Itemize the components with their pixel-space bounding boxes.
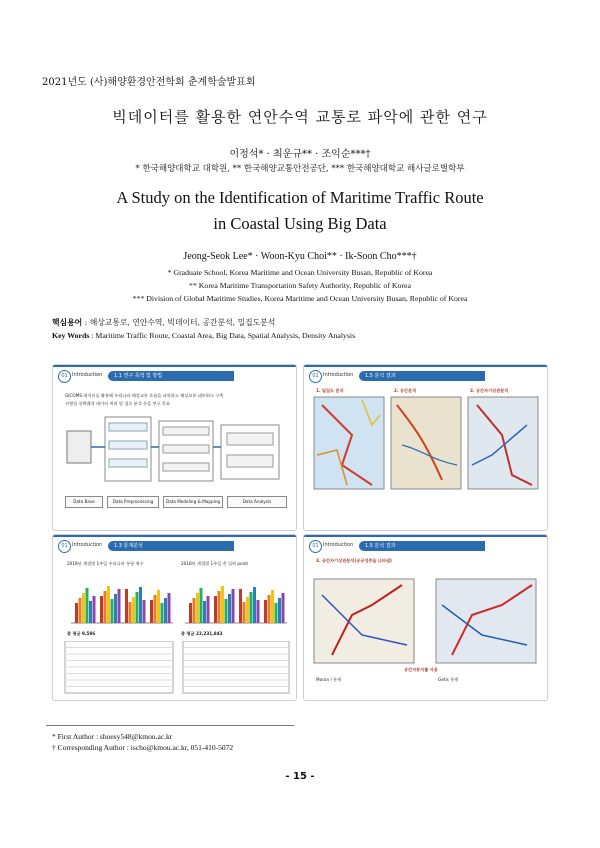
- keywords-korean: [52, 317, 275, 328]
- panel-label: 공간자동지률 사용: [404, 667, 438, 672]
- bar: [203, 601, 206, 623]
- panel-autocorr-title: 3. 공간자기상관분석: [470, 388, 509, 393]
- chart-left-title: 2018년 계절별 1주일 우리나라 통항 척수: [67, 561, 144, 566]
- slide-subtitle: 3. 공간자기상관분석(공공성중을 나타냄): [316, 558, 392, 563]
- bar: [243, 602, 246, 623]
- bar: [82, 593, 85, 623]
- bar: [218, 591, 221, 623]
- step-box: [227, 455, 273, 467]
- slide-top-band: [53, 535, 296, 537]
- step-box: [109, 459, 147, 467]
- bar: [221, 586, 224, 623]
- bar: [157, 590, 160, 623]
- bar: [268, 595, 271, 623]
- bar: [282, 593, 285, 623]
- slide-header: [307, 368, 544, 384]
- step-box: [109, 441, 147, 449]
- conference-header: 2021년도 (사)해양환경안전학회 춘계학술발표회: [42, 77, 256, 88]
- bar: [225, 599, 228, 623]
- slide-analysis-results: [303, 364, 548, 531]
- bar: [143, 600, 146, 623]
- slide-research-method: [52, 364, 297, 531]
- step-box: [109, 423, 147, 431]
- keywords-english-label: Key Words: [52, 331, 90, 340]
- bar: [271, 590, 274, 623]
- bar: [168, 593, 171, 623]
- english-authors: Jeong-Seok Lee* · Woon-Kyu Choi** · Ik-Soon Cho***†: [183, 251, 417, 262]
- slide-tag: Introduction: [72, 542, 103, 548]
- box-database: Data Base: [65, 496, 103, 508]
- page-number: - 15 -: [285, 771, 315, 782]
- slide-section-title: 1.5 분석 결과: [359, 371, 485, 381]
- bar: [86, 588, 89, 623]
- database-cylinder: [67, 431, 91, 463]
- bar: [246, 597, 249, 623]
- footnote-first-author: * First Author : shoesy548@kmou.ac.kr: [52, 732, 173, 741]
- bar: [264, 600, 267, 623]
- bar: [200, 588, 203, 623]
- slide-header: [56, 368, 293, 384]
- slide-section-title: 1.5 분석 결과: [359, 541, 485, 551]
- bar: [125, 589, 128, 623]
- chart-right-title: 2018년 계절별 1주일 총 입력 point: [181, 561, 249, 566]
- stat-avg-left: 총 평균 9,586: [67, 631, 96, 636]
- bar: [154, 595, 157, 623]
- step-box: [227, 433, 273, 445]
- step-box: [163, 463, 209, 471]
- slide-bullet-2: 선행될 선박궤적 데이터 처리 및 경로 분석 등을 연구 목표: [65, 401, 171, 406]
- slide-statistics: [52, 534, 297, 701]
- bar: [161, 603, 164, 623]
- slide-section-title: 1.1 연구 목적 및 방법: [108, 371, 234, 381]
- stat-tables: [63, 641, 291, 695]
- slide-tag: Introduction: [323, 542, 354, 548]
- stat-avg-right: 총 평균 22,231,843: [181, 631, 223, 636]
- keywords-english-text: : Maritime Traffic Route, Coastal Area, Big Data, Spatial Analysis, Density Analysis: [89, 331, 356, 340]
- slide-badge: 01: [309, 370, 322, 383]
- bar: [189, 603, 192, 623]
- stat-bar-charts: [63, 568, 291, 628]
- bar: [275, 603, 278, 623]
- bar: [278, 598, 281, 623]
- korean-affiliations: * 한국해양대학교 대학원, ** 한국해양교통안전공단, *** 한국해양대학교 해사글로벌학부: [135, 164, 465, 174]
- box-modeling: Data Modeling & Mapping: [163, 496, 223, 508]
- footnote-corresponding-author: † Corresponding Author : ischo@kmou.ac.kr, 051-410-5072: [52, 743, 234, 752]
- method-flow-diagram: [63, 411, 288, 491]
- korean-title: 빅데이터를 활용한 연안수역 교통로 파악에 관한 연구: [112, 108, 488, 126]
- right-bar-group: [189, 586, 285, 623]
- step-box: [163, 427, 209, 435]
- keywords-english: [52, 331, 355, 340]
- getis-caption: Getis 통계: [438, 677, 459, 682]
- slide-badge: 01: [58, 540, 71, 553]
- bar: [196, 593, 199, 623]
- moran-caption: Moran I 통계: [316, 677, 342, 682]
- slide-header: [307, 538, 544, 554]
- slide-badge: 01: [309, 540, 322, 553]
- slide-badge: 01: [58, 370, 71, 383]
- slide-top-band: [53, 365, 296, 367]
- bar: [207, 596, 210, 623]
- bar: [239, 589, 242, 623]
- slide-tag: Introduction: [72, 372, 103, 378]
- korean-authors: 이정석* · 최운규** · 조익순***†: [229, 149, 371, 160]
- slide-bullet-1: GICOMS 데이터를 활용해 우리나라 해상교통 흐름을 파악하고 해상교통 네트워크 구축: [65, 393, 224, 398]
- moran-map: [314, 579, 414, 663]
- english-title-line2: in Coastal Using Big Data: [213, 214, 387, 233]
- bar: [79, 598, 82, 623]
- slide-section-title: 1.3 통계분석: [108, 541, 234, 551]
- bar: [118, 589, 121, 623]
- bar: [257, 600, 260, 623]
- bar: [228, 594, 231, 623]
- keywords-korean-label: 핵심용어: [52, 318, 83, 327]
- result-maps: [312, 395, 542, 491]
- bar: [104, 591, 107, 623]
- footnote-divider: [46, 725, 294, 726]
- bar: [107, 586, 110, 623]
- box-analysis: Data Analysis: [227, 496, 287, 508]
- bar: [100, 596, 103, 623]
- bar: [75, 603, 78, 623]
- slide-tag: Introduction: [323, 372, 354, 378]
- bar: [193, 598, 196, 623]
- slide-autocorrelation: [303, 534, 548, 701]
- bar: [250, 592, 253, 623]
- affiliation-1: * Graduate School, Korea Maritime and Ocean University Busan, Republic of Korea: [167, 268, 433, 277]
- autocorr-maps: [312, 575, 542, 665]
- left-bar-group: [75, 586, 171, 623]
- english-title-line1: A Study on the Identification of Maritime Traffic Route: [116, 188, 484, 207]
- step-box: [163, 445, 209, 453]
- bar: [139, 587, 142, 623]
- slide-header: [56, 538, 293, 554]
- bar: [114, 594, 117, 623]
- bar: [89, 601, 92, 623]
- bar: [132, 597, 135, 623]
- bar: [136, 592, 139, 623]
- slide-top-band: [304, 365, 547, 367]
- affiliation-2: ** Korea Maritime Transportation Safety Authority, Republic of Korea: [189, 281, 411, 290]
- bar: [150, 600, 153, 623]
- slide-top-band: [304, 535, 547, 537]
- bar: [111, 599, 114, 623]
- bar: [164, 598, 167, 623]
- bar: [214, 596, 217, 623]
- bar: [129, 602, 132, 623]
- bar: [93, 596, 96, 623]
- box-preprocessing: Data Preprocessing: [107, 496, 159, 508]
- bar: [253, 587, 256, 623]
- keywords-korean-text: : 해상교통로, 연안수역, 빅데이터, 공간분석, 밀집도분석: [82, 318, 276, 327]
- panel-density-title: 1. 밀집도 분석: [316, 388, 344, 393]
- panel-spatial-title: 2. 공간분석: [394, 388, 417, 393]
- bar: [232, 589, 235, 623]
- affiliation-3: *** Division of Global Maritime Studies, Korea Maritime and Ocean University Busan, Republic of Korea: [132, 294, 468, 303]
